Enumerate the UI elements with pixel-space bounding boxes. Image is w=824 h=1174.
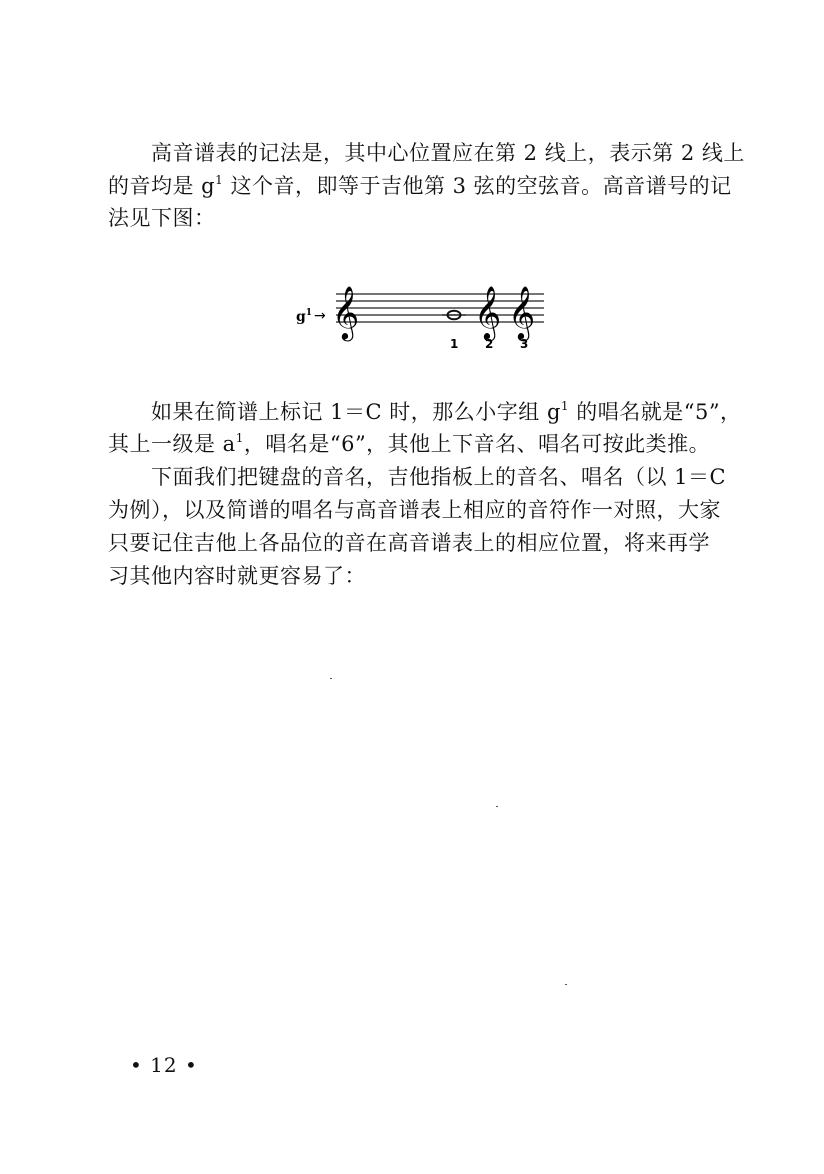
text-segment: 的唱名就是“5”， [569,400,742,424]
scan-speck [565,984,567,985]
text-line-p2-1 [151,397,742,427]
figure-number-1: 1 [450,337,459,351]
text-segment: ，唱名是“6”，其他上下音名、唱名可按此类推。 [243,432,711,456]
text-segment: 的音均是 g [108,174,216,198]
text-line-p2-2 [108,429,710,459]
scan-speck [330,678,332,679]
text-line-p1-3: 法见下图： [108,206,216,230]
whole-note-icon [442,311,466,320]
pointer-letter: g [296,309,306,325]
figure-number-3: 3 [520,337,529,351]
pointer-label [296,308,312,325]
treble-clef-figure [292,282,552,354]
scan-speck [496,806,498,807]
pointer-arrow: → [314,308,326,324]
figure-number-2: 2 [485,337,494,351]
superscript: 1 [560,399,570,413]
treble-clef-icon-3: 𝄞 [508,285,536,339]
treble-clef-icon: 𝄞 [332,285,360,339]
text-segment: 如果在简谱上标记 1＝C 时，那么小字组 g [151,400,561,424]
page-number: • 12 • [130,1053,198,1077]
text-segment: 其上一级是 a [108,432,236,456]
superscript: 1 [235,431,244,445]
text-segment: 这个音，即等于吉他第 3 弦的空弦音。高音谱号的记 [223,174,732,198]
treble-clef-icon-2: 𝄞 [474,285,502,339]
superscript: 1 [215,173,224,187]
text-line-p3-1: 下面我们把键盘的音名，吉他指板上的音名、唱名（以 1＝C [151,465,727,489]
text-line-p3-4: 习其他内容时就更容易了： [108,564,366,588]
text-line-p1-2 [108,171,732,201]
text-line-p1-1: 高音谱表的记法是，其中心位置应在第 2 线上，表示第 2 线上 [151,141,745,165]
pointer-superscript: 1 [305,308,313,318]
text-line-p3-2: 为例），以及简谱的唱名与高音谱表上相应的音符作一对照，大家 [108,498,721,522]
text-line-p3-3: 只要记住吉他上各品位的音在高音谱表上的相应位置，将来再学 [108,531,710,555]
